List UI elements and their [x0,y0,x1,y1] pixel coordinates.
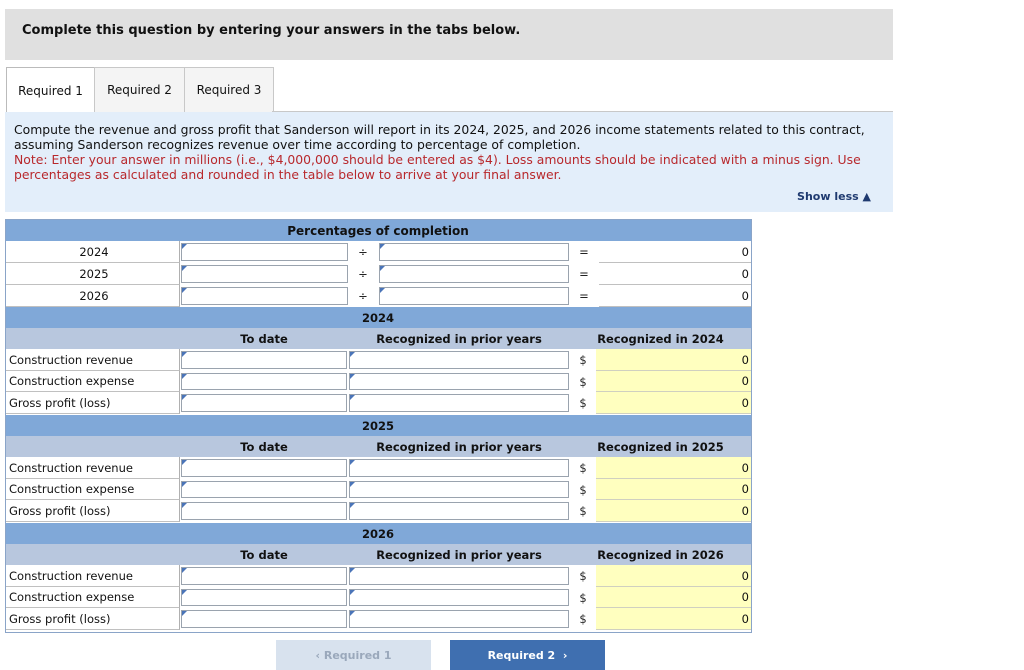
prior-years-input[interactable] [349,373,569,390]
denominator-input[interactable] [379,287,569,305]
prior-years-header: Recognized in prior years [348,328,570,349]
banner-text: Complete this question by entering your answers in the tabs below. [22,23,521,38]
section-2026-header-row [6,544,751,565]
row-label: Construction expense [6,587,180,608]
recognized-value: 0 [596,587,751,608]
section-2024-header-row [6,328,751,349]
to-date-header: To date [180,436,348,457]
currency-symbol: $ [579,569,587,583]
to-date-header: To date [180,544,348,565]
prior-years-input[interactable] [349,610,569,628]
year-label: 2025 [6,263,180,285]
prior-years-header: Recognized in prior years [348,436,570,457]
prior-years-input[interactable] [349,459,569,477]
table-row [6,479,751,500]
table-row [6,587,751,608]
numerator-input[interactable] [181,243,348,261]
percent-row-2024 [6,241,751,263]
to-date-input[interactable] [181,373,347,390]
currency-symbol: $ [579,461,587,475]
prior-years-header: Recognized in prior years [348,544,570,565]
percent-table-title: Percentages of completion [180,220,576,241]
currency-symbol: $ [579,504,587,518]
recognized-value: 0 [596,371,751,392]
percent-result: 0 [599,241,751,263]
row-label: Gross profit (loss) [6,608,180,630]
to-date-input[interactable] [181,481,347,498]
numerator-input[interactable] [181,265,348,283]
percent-result: 0 [599,263,751,285]
recognized-value: 0 [596,500,751,522]
next-button[interactable] [450,640,605,670]
numerator-input[interactable] [181,287,348,305]
percent-result: 0 [599,285,751,307]
section-year: 2024 [180,307,576,328]
tab-required-3[interactable]: Required 3 [184,67,274,112]
recognized-header: Recognized in 2024 [570,328,751,349]
recognized-value: 0 [596,608,751,630]
section-2024-year-row [6,307,751,328]
currency-symbol: $ [579,482,587,497]
prev-button-label: Required 1 [323,649,392,662]
to-date-header: To date [180,328,348,349]
year-label: 2026 [6,285,180,307]
section-2025-year-row [6,415,751,436]
table-row [6,500,751,522]
chevron-left-icon: ‹ [315,649,324,662]
to-date-input[interactable] [181,502,347,520]
note-text: Note: Enter your answer in millions (i.e., $4,000,000 should be entered as $4). Loss amounts should be indicated with a minus sign. Use percentages as calculated and rounded in the table below to arrive at your final answer. [14,152,861,182]
currency-symbol: $ [579,353,587,367]
prior-years-input[interactable] [349,589,569,606]
equals-icon: = [579,245,589,259]
row-label: Construction revenue [6,565,180,587]
next-button-label: Required 2 [487,649,556,662]
divide-icon: ÷ [358,289,368,303]
to-date-input[interactable] [181,567,347,585]
recognized-value: 0 [596,392,751,414]
recognized-header: Recognized in 2025 [570,436,751,457]
to-date-input[interactable] [181,589,347,606]
show-less-link[interactable] [797,190,871,203]
prior-years-input[interactable] [349,567,569,585]
tab-required-1[interactable]: Required 1 [6,67,95,113]
row-label: Construction expense [6,371,180,392]
currency-symbol: $ [579,612,587,626]
recognized-value: 0 [596,349,751,371]
recognized-header: Recognized in 2026 [570,544,751,565]
instruction-panel [5,112,893,212]
recognized-value: 0 [596,565,751,587]
divide-icon: ÷ [358,245,368,259]
percent-row-2025 [6,263,751,285]
equals-icon: = [579,267,589,281]
to-date-input[interactable] [181,394,347,412]
prior-years-input[interactable] [349,502,569,520]
table-row [6,371,751,392]
table-row [6,392,751,414]
section-year: 2025 [180,415,576,436]
section-2025-header-row [6,436,751,457]
show-less-label: Show less [797,190,859,203]
recognized-value: 0 [596,457,751,479]
row-label: Construction expense [6,479,180,500]
table-row [6,608,751,630]
prior-years-input[interactable] [349,394,569,412]
percent-header-row [6,220,751,241]
row-label: Gross profit (loss) [6,392,180,414]
section-2026-year-row [6,523,751,544]
caret-up-icon: ▲ [862,190,871,203]
row-label: Construction revenue [6,349,180,371]
worksheet-table [5,219,752,633]
year-label: 2024 [6,241,180,263]
divide-icon: ÷ [358,267,368,281]
currency-symbol: $ [579,374,587,389]
prior-years-input[interactable] [349,351,569,369]
to-date-input[interactable] [181,610,347,628]
table-row [6,349,751,371]
currency-symbol: $ [579,396,587,410]
question-text: Compute the revenue and gross profit that Sanderson will report in its 2024, 2025, and 2026 income statements related to this contract, assuming Sanderson recognizes revenue over time according to percentage of completion. [14,122,865,152]
prev-button[interactable] [276,640,431,670]
table-row [6,565,751,587]
currency-symbol: $ [579,590,587,605]
to-date-input[interactable] [181,351,347,369]
prior-years-input[interactable] [349,481,569,498]
row-label: Construction revenue [6,457,180,479]
section-year: 2026 [180,523,576,544]
row-label: Gross profit (loss) [6,500,180,522]
instructions-banner [5,9,893,60]
equals-icon: = [579,289,589,303]
table-row [6,457,751,479]
chevron-right-icon: › [555,649,568,662]
denominator-input[interactable] [379,243,569,261]
tab-required-2[interactable]: Required 2 [94,67,185,112]
to-date-input[interactable] [181,459,347,477]
denominator-input[interactable] [379,265,569,283]
percent-row-2026 [6,285,751,307]
recognized-value: 0 [596,479,751,500]
